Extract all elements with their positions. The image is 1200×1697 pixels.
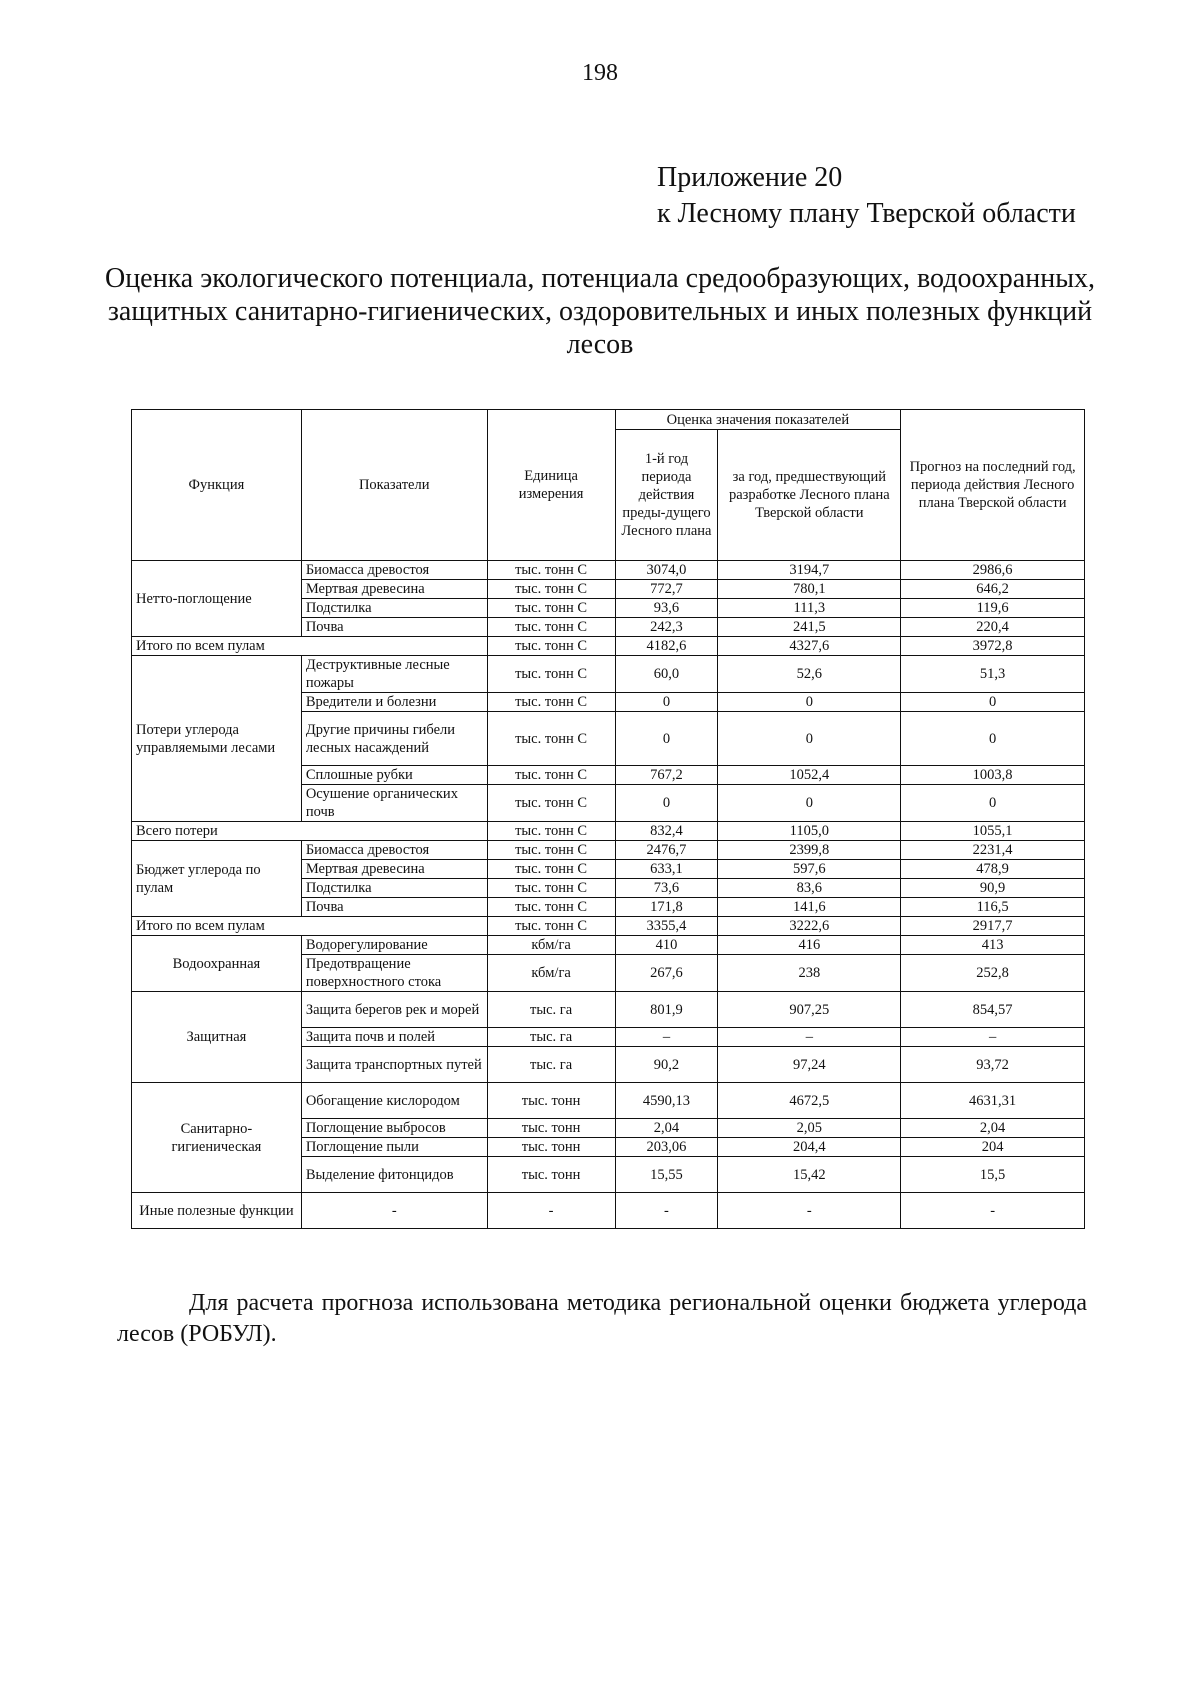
value-col3: 2917,7 xyxy=(901,917,1085,936)
header-col2: за год, предшествующий разработке Лесного плана Тверской области xyxy=(718,430,901,561)
unit-cell: тыс. тонн С xyxy=(487,693,615,712)
footnote: Для расчета прогноза использована методика региональной оценки бюджета углерода лесов (РОБУЛ). xyxy=(117,1290,1087,1347)
value-col1: 0 xyxy=(615,785,718,822)
value-col3: 2986,6 xyxy=(901,561,1085,580)
indicator-cell: - xyxy=(301,1193,487,1229)
indicator-cell: Почва xyxy=(301,618,487,637)
appendix-line-2: к Лесному плану Тверской области xyxy=(657,198,1076,229)
unit-cell: - xyxy=(487,1193,615,1229)
value-col2: 204,4 xyxy=(718,1138,901,1157)
unit-cell: кбм/га xyxy=(487,955,615,992)
table-row xyxy=(132,656,1085,693)
unit-cell: тыс. тонн xyxy=(487,1138,615,1157)
unit-cell: тыс. тонн С xyxy=(487,766,615,785)
indicator-cell: Мертвая древесина xyxy=(301,580,487,599)
table-row xyxy=(132,992,1085,1028)
table-row xyxy=(132,561,1085,580)
value-col2: 1052,4 xyxy=(718,766,901,785)
value-col3: 0 xyxy=(901,712,1085,766)
value-col3: - xyxy=(901,1193,1085,1229)
indicator-cell: Другие причины гибели лесных насаждений xyxy=(301,712,487,766)
total-row xyxy=(132,822,1085,841)
value-col3: 204 xyxy=(901,1138,1085,1157)
unit-cell: тыс. тонн xyxy=(487,1083,615,1119)
unit-cell: тыс. тонн С xyxy=(487,785,615,822)
function-cell: Бюджет углерода по пулам xyxy=(132,841,302,917)
value-col1: 410 xyxy=(615,936,718,955)
value-col1: 15,55 xyxy=(615,1157,718,1193)
value-col3: 1003,8 xyxy=(901,766,1085,785)
unit-cell: тыс. тонн С xyxy=(487,637,615,656)
value-col1: 4182,6 xyxy=(615,637,718,656)
value-col2: 4327,6 xyxy=(718,637,901,656)
table-body xyxy=(132,561,1085,1229)
function-cell: Иные полезные функции xyxy=(132,1193,302,1229)
function-cell: Нетто-поглощение xyxy=(132,561,302,637)
value-col1: 3355,4 xyxy=(615,917,718,936)
header-function: Функция xyxy=(132,410,302,561)
unit-cell: тыс. тонн С xyxy=(487,656,615,693)
value-col3: 3972,8 xyxy=(901,637,1085,656)
total-label: Итого по всем пулам xyxy=(132,917,488,936)
value-col1: 767,2 xyxy=(615,766,718,785)
appendix-line-1: Приложение 20 xyxy=(657,162,843,193)
value-col3: 413 xyxy=(901,936,1085,955)
header-group: Оценка значения показателей xyxy=(615,410,901,430)
value-col2: 4672,5 xyxy=(718,1083,901,1119)
value-col3: 252,8 xyxy=(901,955,1085,992)
value-col2: - xyxy=(718,1193,901,1229)
value-col2: 907,25 xyxy=(718,992,901,1028)
value-col2: 0 xyxy=(718,785,901,822)
header-indicator: Показатели xyxy=(301,410,487,561)
unit-cell: тыс. тонн С xyxy=(487,599,615,618)
value-col2: 83,6 xyxy=(718,879,901,898)
value-col1: 772,7 xyxy=(615,580,718,599)
unit-cell: тыс. тонн С xyxy=(487,841,615,860)
value-col1: 4590,13 xyxy=(615,1083,718,1119)
value-col1: - xyxy=(615,1193,718,1229)
unit-cell: тыс. тонн С xyxy=(487,898,615,917)
value-col1: 3074,0 xyxy=(615,561,718,580)
value-col2: 597,6 xyxy=(718,860,901,879)
value-col3: 15,5 xyxy=(901,1157,1085,1193)
unit-cell: тыс. тонн С xyxy=(487,580,615,599)
indicator-cell: Сплошные рубки xyxy=(301,766,487,785)
value-col2: – xyxy=(718,1028,901,1047)
value-col3: 93,72 xyxy=(901,1047,1085,1083)
table-row xyxy=(132,1193,1085,1229)
value-col3: 2,04 xyxy=(901,1119,1085,1138)
indicator-cell: Осушение органических почв xyxy=(301,785,487,822)
value-col2: 2,05 xyxy=(718,1119,901,1138)
value-col3: – xyxy=(901,1028,1085,1047)
function-cell: Санитарно-гигиеническая xyxy=(132,1083,302,1193)
value-col2: 238 xyxy=(718,955,901,992)
value-col2: 0 xyxy=(718,712,901,766)
indicator-cell: Предотвращение поверхностного стока xyxy=(301,955,487,992)
total-row xyxy=(132,917,1085,936)
value-col1: 633,1 xyxy=(615,860,718,879)
value-col2: 97,24 xyxy=(718,1047,901,1083)
value-col1: 203,06 xyxy=(615,1138,718,1157)
unit-cell: тыс. тонн С xyxy=(487,561,615,580)
value-col1: 0 xyxy=(615,712,718,766)
indicator-cell: Водорегулирование xyxy=(301,936,487,955)
indicator-cell: Защита транспортных путей xyxy=(301,1047,487,1083)
value-col2: 241,5 xyxy=(718,618,901,637)
value-col2: 111,3 xyxy=(718,599,901,618)
unit-cell: тыс. тонн С xyxy=(487,917,615,936)
value-col1: 801,9 xyxy=(615,992,718,1028)
indicator-cell: Защита берегов рек и морей xyxy=(301,992,487,1028)
value-col1: 171,8 xyxy=(615,898,718,917)
indicator-cell: Деструктивные лесные пожары xyxy=(301,656,487,693)
value-col1: 242,3 xyxy=(615,618,718,637)
value-col2: 3222,6 xyxy=(718,917,901,936)
unit-cell: кбм/га xyxy=(487,936,615,955)
header-col3: Прогноз на последний год, периода действия Лесного плана Тверской области xyxy=(901,410,1085,561)
value-col1: 2,04 xyxy=(615,1119,718,1138)
value-col3: 119,6 xyxy=(901,599,1085,618)
value-col3: 51,3 xyxy=(901,656,1085,693)
indicators-table xyxy=(131,409,1085,1229)
value-col1: 73,6 xyxy=(615,879,718,898)
indicator-cell: Подстилка xyxy=(301,879,487,898)
indicator-cell: Вредители и болезни xyxy=(301,693,487,712)
value-col1: – xyxy=(615,1028,718,1047)
value-col1: 60,0 xyxy=(615,656,718,693)
total-row xyxy=(132,637,1085,656)
value-col1: 832,4 xyxy=(615,822,718,841)
unit-cell: тыс. тонн С xyxy=(487,879,615,898)
value-col1: 267,6 xyxy=(615,955,718,992)
value-col3: 220,4 xyxy=(901,618,1085,637)
value-col3: 116,5 xyxy=(901,898,1085,917)
document-title: Оценка экологического потенциала, потенциала средообразующих, водоохранных, защитных санитарно-гигиенических, оздоровительных и иных полезных функций лесов xyxy=(104,263,1096,360)
value-col3: 1055,1 xyxy=(901,822,1085,841)
header-col1: 1-й год периода действия преды-дущего Лесного плана xyxy=(615,430,718,561)
table-row xyxy=(132,936,1085,955)
indicator-cell: Защита почв и полей xyxy=(301,1028,487,1047)
indicator-cell: Выделение фитонцидов xyxy=(301,1157,487,1193)
value-col2: 2399,8 xyxy=(718,841,901,860)
value-col3: 90,9 xyxy=(901,879,1085,898)
total-label: Всего потери xyxy=(132,822,488,841)
value-col1: 0 xyxy=(615,693,718,712)
indicator-cell: Биомасса древостоя xyxy=(301,561,487,580)
unit-cell: тыс. га xyxy=(487,992,615,1028)
function-cell: Потери углерода управляемыми лесами xyxy=(132,656,302,822)
unit-cell: тыс. га xyxy=(487,1028,615,1047)
unit-cell: тыс. тонн xyxy=(487,1157,615,1193)
header-unit: Единица измерения xyxy=(487,410,615,561)
value-col3: 0 xyxy=(901,785,1085,822)
indicator-cell: Почва xyxy=(301,898,487,917)
indicator-cell: Биомасса древостоя xyxy=(301,841,487,860)
value-col2: 1105,0 xyxy=(718,822,901,841)
indicator-cell: Мертвая древесина xyxy=(301,860,487,879)
indicator-cell: Поглощение пыли xyxy=(301,1138,487,1157)
value-col2: 3194,7 xyxy=(718,561,901,580)
unit-cell: тыс. тонн xyxy=(487,1119,615,1138)
unit-cell: тыс. тонн С xyxy=(487,860,615,879)
page-number: 198 xyxy=(582,60,618,86)
value-col3: 478,9 xyxy=(901,860,1085,879)
value-col2: 52,6 xyxy=(718,656,901,693)
table-row xyxy=(132,1083,1085,1119)
function-cell: Защитная xyxy=(132,992,302,1083)
value-col3: 2231,4 xyxy=(901,841,1085,860)
total-label: Итого по всем пулам xyxy=(132,637,488,656)
value-col2: 780,1 xyxy=(718,580,901,599)
value-col3: 854,57 xyxy=(901,992,1085,1028)
appendix-heading xyxy=(657,160,1076,232)
table-row xyxy=(132,841,1085,860)
value-col3: 0 xyxy=(901,693,1085,712)
unit-cell: тыс. тонн С xyxy=(487,618,615,637)
value-col2: 416 xyxy=(718,936,901,955)
indicator-cell: Подстилка xyxy=(301,599,487,618)
function-cell: Водоохранная xyxy=(132,936,302,992)
value-col3: 4631,31 xyxy=(901,1083,1085,1119)
unit-cell: тыс. тонн С xyxy=(487,822,615,841)
value-col1: 93,6 xyxy=(615,599,718,618)
value-col2: 141,6 xyxy=(718,898,901,917)
value-col3: 646,2 xyxy=(901,580,1085,599)
value-col1: 2476,7 xyxy=(615,841,718,860)
value-col2: 0 xyxy=(718,693,901,712)
value-col2: 15,42 xyxy=(718,1157,901,1193)
unit-cell: тыс. тонн С xyxy=(487,712,615,766)
indicator-cell: Поглощение выбросов xyxy=(301,1119,487,1138)
unit-cell: тыс. га xyxy=(487,1047,615,1083)
value-col1: 90,2 xyxy=(615,1047,718,1083)
indicator-cell: Обогащение кислородом xyxy=(301,1083,487,1119)
